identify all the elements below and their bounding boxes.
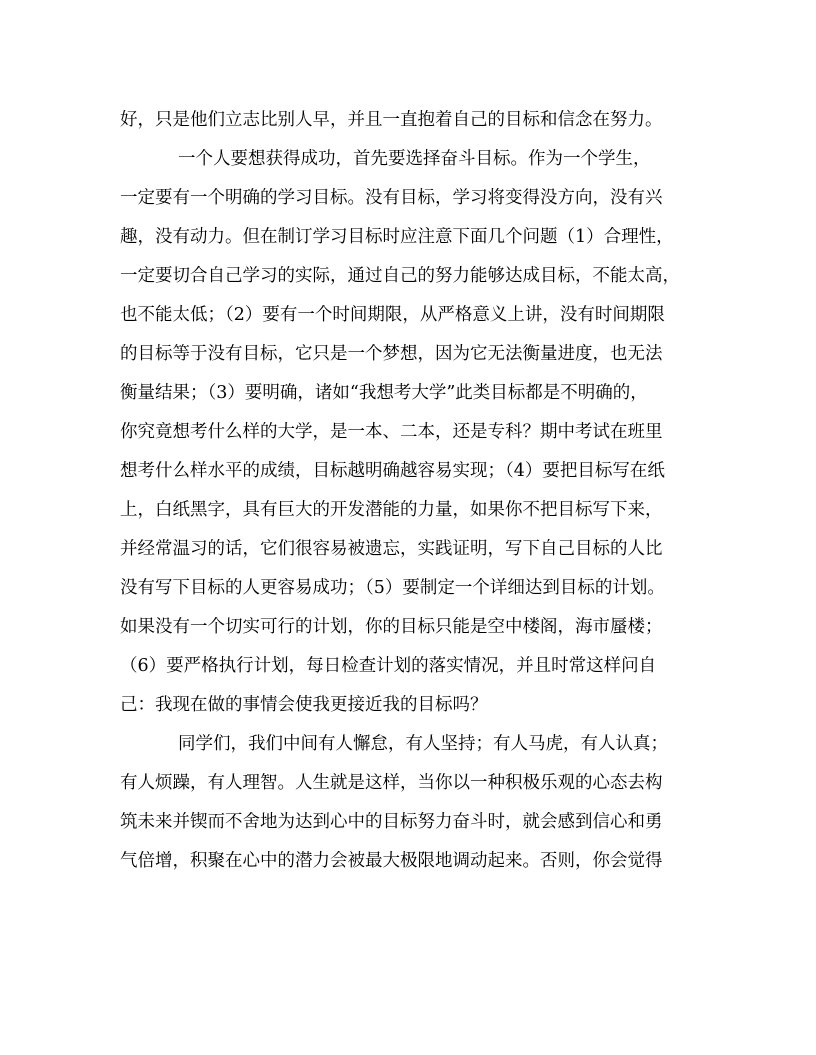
text-line: 没有写下目标的人更容易成功；（5）要制定一个详细达到目标的计划。: [120, 578, 665, 598]
text-line: 你究竟想考什么样的大学，是一本、二本，还是专科？期中考试在班里: [120, 422, 663, 442]
text-line: 一定要有一个明确的学习目标。没有目标，学习将变得没方向，没有兴: [120, 188, 663, 208]
text-line: 如果没有一个切实可行的计划，你的目标只能是空中楼阁，海市蜃楼；: [120, 617, 663, 637]
text-line: 想考什么样水平的成绩，目标越明确越容易实现；（4）要把目标写在纸: [120, 461, 665, 481]
paragraph-start-line: 一个人要想获得成功，首先要选择奋斗目标。作为一个学生，: [178, 149, 651, 169]
text-line: 并经常温习的话，它们很容易被遗忘，实践证明，写下自己目标的人比: [120, 539, 663, 559]
text-line: 己：我现在做的事情会使我更接近我的目标吗？: [120, 695, 488, 715]
text-line: 也不能太低；（2）要有一个时间期限，从严格意义上讲，没有时间期限: [120, 305, 665, 325]
text-line: （6）要严格执行计划，每日检查计划的落实情况，并且时常这样问自: [120, 656, 657, 676]
paragraph-start-line: 同学们，我们中间有人懈怠，有人坚持；有人马虎，有人认真；: [178, 734, 668, 754]
text-line: 一定要切合自己学习的实际，通过自己的努力能够达成目标，不能太高，: [120, 266, 680, 286]
text-line: 上，白纸黑字，具有巨大的开发潜能的力量，如果你不把目标写下来，: [120, 500, 663, 520]
text-line: 气倍增，积聚在心中的潜力会被最大极限地调动起来。否则，你会觉得: [120, 851, 663, 871]
text-line: 衡量结果；（3）要明确，诸如“我想考大学”此类目标都是不明确的，: [120, 383, 648, 403]
text-line: 有人烦躁，有人理智。人生就是这样，当你以一种积极乐观的心态去构: [120, 773, 663, 793]
text-line: 好，只是他们立志比别人早，并且一直抱着自己的目标和信念在努力。: [120, 110, 663, 130]
text-line: 的目标等于没有目标，它只是一个梦想，因为它无法衡量进度，也无法: [120, 344, 663, 364]
text-line: 趣，没有动力。但在制订学习目标时应注意下面几个问题（1）合理性，: [120, 227, 674, 247]
text-line: 筑未来并锲而不舍地为达到心中的目标努力奋斗时，就会感到信心和勇: [120, 812, 663, 832]
